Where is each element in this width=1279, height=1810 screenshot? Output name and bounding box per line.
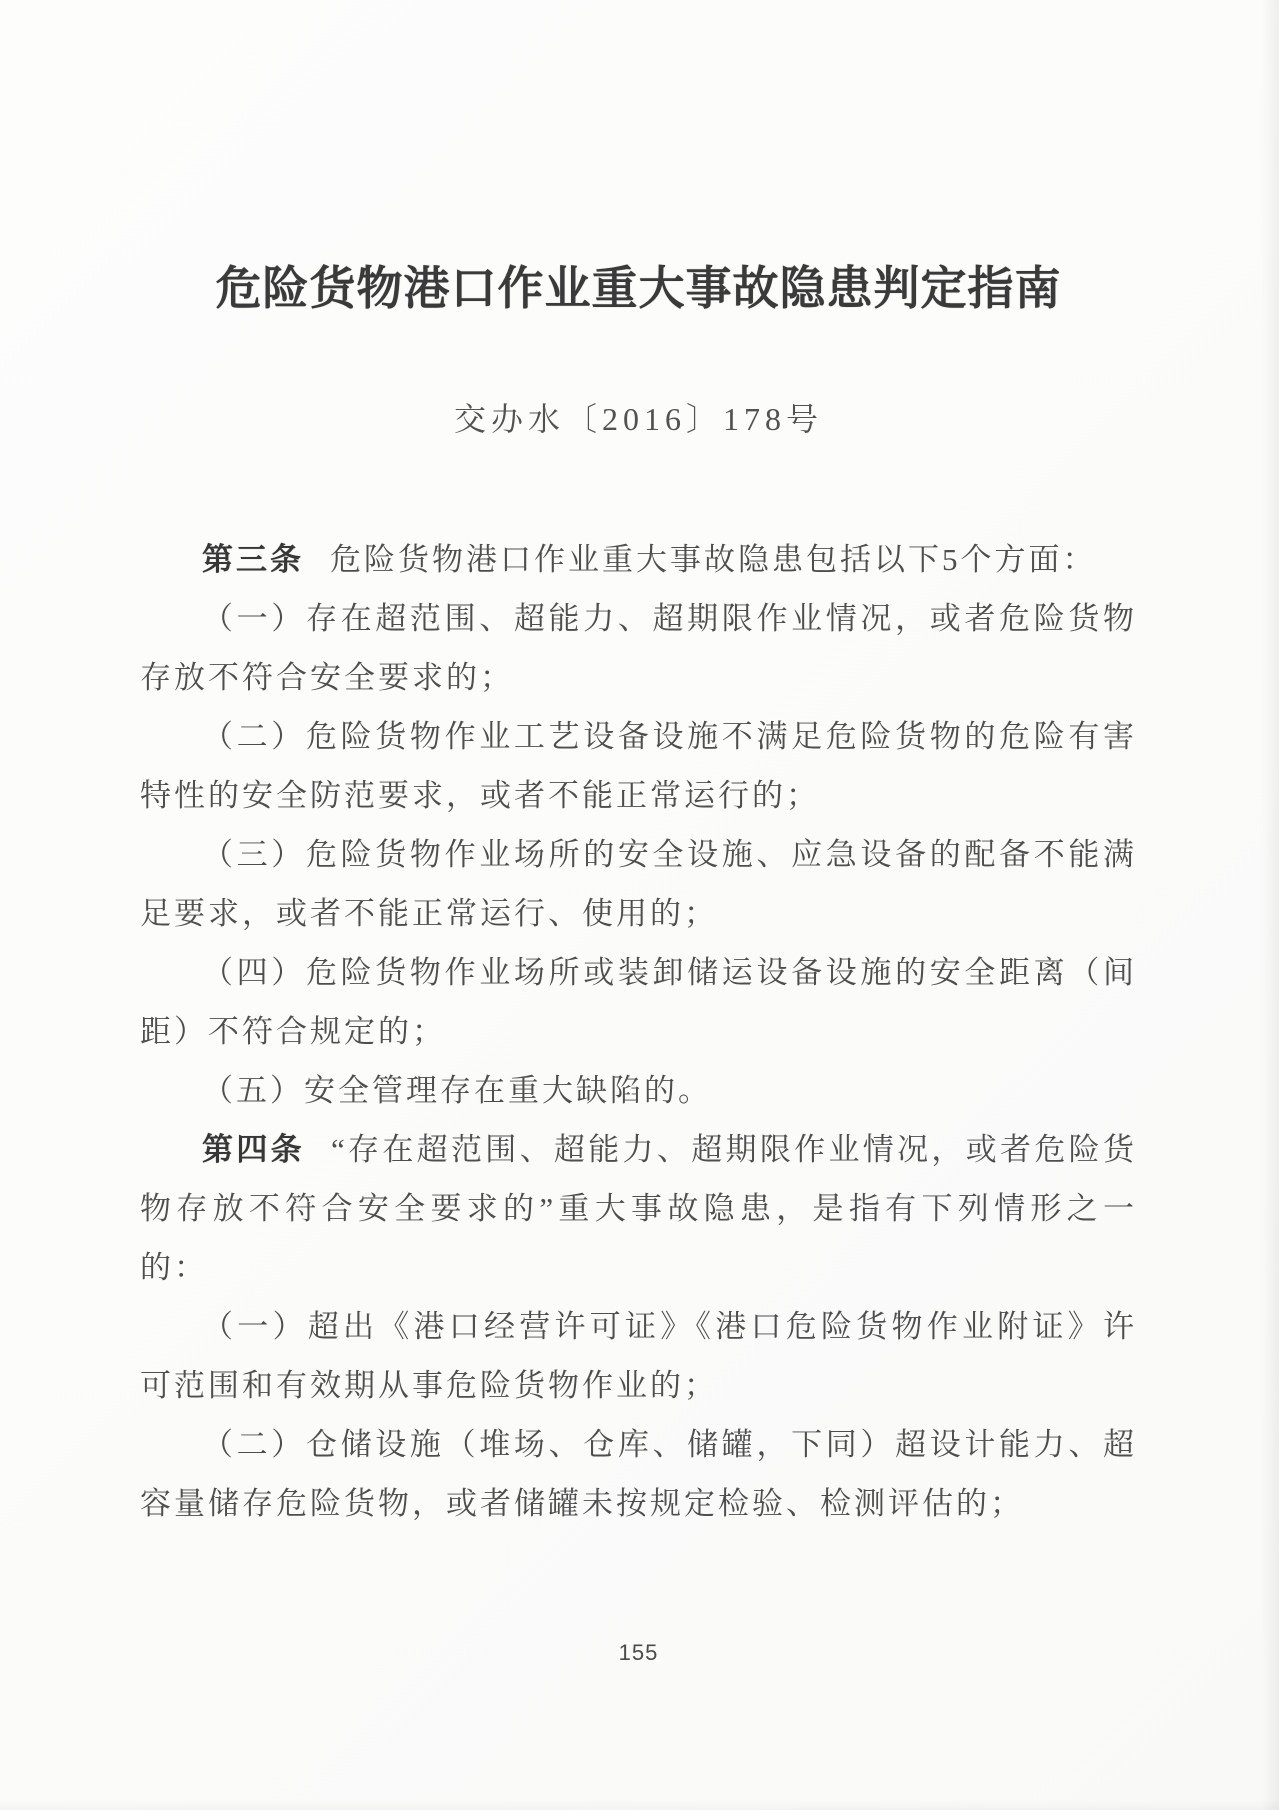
article-number: 第三条	[202, 542, 304, 577]
paragraph	[140, 1415, 1137, 1533]
paragraph	[140, 825, 1137, 943]
scan-shadow-bottom	[0, 1800, 1279, 1810]
paragraph	[140, 1297, 1137, 1415]
paragraph-text: （四）危险货物作业场所或装卸储运设备设施的安全距离（间距）不符合规定的；	[140, 955, 1137, 1049]
paragraph-text: （二）仓储设施（堆场、仓库、储罐，下同）超设计能力、超容量储存危险货物，或者储罐未按规定检验、检测评估的；	[140, 1427, 1137, 1521]
scan-shadow-right	[1261, 0, 1279, 1810]
paragraph-text: （一）存在超范围、超能力、超期限作业情况，或者危险货物存放不符合安全要求的；	[140, 601, 1137, 695]
paragraph	[140, 943, 1137, 1061]
document-number: 交办水〔2016〕178号	[453, 401, 823, 437]
paragraph	[140, 1120, 1137, 1297]
paragraph-text: （一）超出《港口经营许可证》《港口危险货物作业附证》许可范围和有效期从事危险货物作业的；	[140, 1309, 1137, 1403]
article-number: 第四条	[202, 1132, 305, 1167]
page-number: 155	[618, 1640, 659, 1665]
paragraph	[140, 530, 1137, 589]
paragraph-text: （五）安全管理存在重大缺陷的。	[202, 1073, 712, 1108]
paragraph-text: （三）危险货物作业场所的安全设施、应急设备的配备不能满足要求，或者不能正常运行、使用的；	[140, 837, 1137, 931]
paragraph-text: （二）危险货物作业工艺设备设施不满足危险货物的危险有害特性的安全防范要求，或者不能正常运行的；	[140, 719, 1137, 813]
paragraph	[140, 589, 1137, 707]
paragraph	[140, 707, 1137, 825]
paragraph-text: “存在超范围、超能力、超期限作业情况，或者危险货物存放不符合安全要求的”重大事故隐患，是指有下列情形之一的：	[140, 1132, 1137, 1285]
document-body	[140, 530, 1137, 1533]
paragraph-text: 危险货物港口作业重大事故隐患包括以下5个方面：	[330, 542, 1097, 577]
paragraph	[140, 1061, 1137, 1120]
document-title: 危险货物港口作业重大事故隐患判定指南	[215, 262, 1062, 314]
